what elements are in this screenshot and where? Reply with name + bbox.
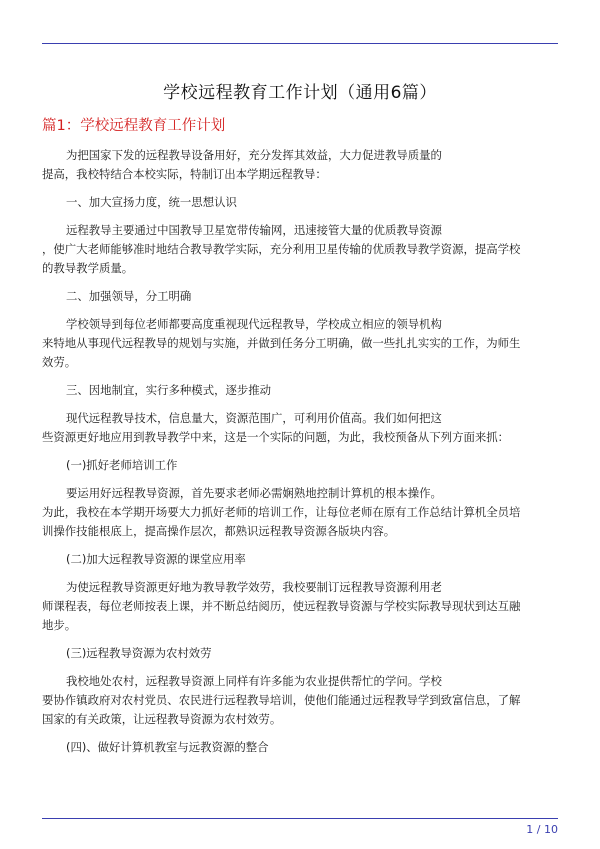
text-line: 为把国家下发的远程教导设备用好，充分发挥其效益，大力促进教导质量的 (66, 148, 442, 162)
section-heading (42, 381, 558, 400)
section-heading (42, 550, 558, 569)
text-line: 师课程表，每位老师按表上课，并不断总结阅历，使远程教导资源与学校实际教导现状到达互融 (42, 599, 521, 613)
text-line: 一、加大宣扬力度，统一思想认识 (66, 195, 237, 209)
section-heading (42, 287, 558, 306)
text-line: 为使远程教导资源更好地为教导教学效劳，我校要制订远程教导资源利用老 (66, 580, 442, 594)
bottom-rule (42, 818, 558, 819)
top-rule (42, 43, 558, 44)
text-line: 国家的有关政策，让远程教导资源为农村效劳。 (42, 712, 282, 726)
text-line: (四)、做好计算机教室与远教资源的整合 (66, 740, 269, 754)
text-line: 我校地处农村，远程教导资源上同样有许多能为农业提供帮忙的学问。学校 (66, 674, 442, 688)
paragraph (42, 672, 558, 729)
paragraph (42, 409, 558, 447)
text-line: 要协作镇政府对农村党员、农民进行远程教导培训，使他们能通过远程教导学到致富信息，了解 (42, 693, 521, 707)
section-heading (42, 738, 558, 757)
text-line: 为此，我校在本学期开场要大力抓好老师的培训工作，让每位老师在原有工作总结计算机全员培 (42, 505, 521, 519)
text-line: 二、加强领导，分工明确 (66, 289, 192, 303)
paragraph (42, 578, 558, 635)
text-line: 训操作技能根底上，提高操作层次，都熟识远程教导资源各版块内容。 (42, 524, 396, 538)
text-line: 来特地从事现代远程教导的规划与实施，并做到任务分工明确，做一些扎扎实实的工作，为师生 (42, 336, 521, 350)
text-line: (三)远程教导资源为农村效劳 (66, 646, 212, 660)
text-line: (一)抓好老师培训工作 (66, 458, 178, 472)
text-line: 效劳。 (42, 355, 77, 369)
document-title: 学校远程教育工作计划（通用6篇） (163, 83, 437, 103)
text-line: 学校领导到每位老师都要高度重视现代远程教导，学校成立相应的领导机构 (66, 317, 442, 331)
section-heading (42, 193, 558, 212)
page-number: 1 / 10 (526, 823, 558, 836)
section-title: 篇1：学校远程教育工作计划 (42, 118, 226, 134)
document-body (42, 146, 558, 766)
text-line: 些资源更好地应用到教导教学中来，这是一个实际的问题，为此，我校预备从下列方面来抓： (42, 430, 510, 444)
text-line: (二)加大远程教导资源的课堂应用率 (66, 552, 246, 566)
section-heading (42, 644, 558, 663)
text-line: 现代远程教导技术，信息量大，资源范围广，可利用价值高。我们如何把这 (66, 411, 442, 425)
paragraph (42, 315, 558, 372)
text-line: 远程教导主要通过中国教导卫星宽带传输网，迅速接管大量的优质教导资源 (66, 223, 442, 237)
paragraph (42, 221, 558, 278)
text-line: ，使广大老师能够准时地结合教导教学实际，充分利用卫星传输的优质教导教学资源，提高学校 (42, 242, 521, 256)
text-line: 的教导教学质量。 (42, 261, 134, 275)
text-line: 提高，我校特结合本校实际，特制订出本学期远程教导： (42, 167, 327, 181)
paragraph (42, 146, 558, 184)
text-line: 三、因地制宜，实行多种模式，逐步推动 (66, 383, 272, 397)
text-line: 要运用好远程教导资源，首先要求老师必需娴熟地控制计算机的根本操作。 (66, 486, 442, 500)
section-heading (42, 456, 558, 475)
text-line: 地步。 (42, 618, 77, 632)
paragraph (42, 484, 558, 541)
